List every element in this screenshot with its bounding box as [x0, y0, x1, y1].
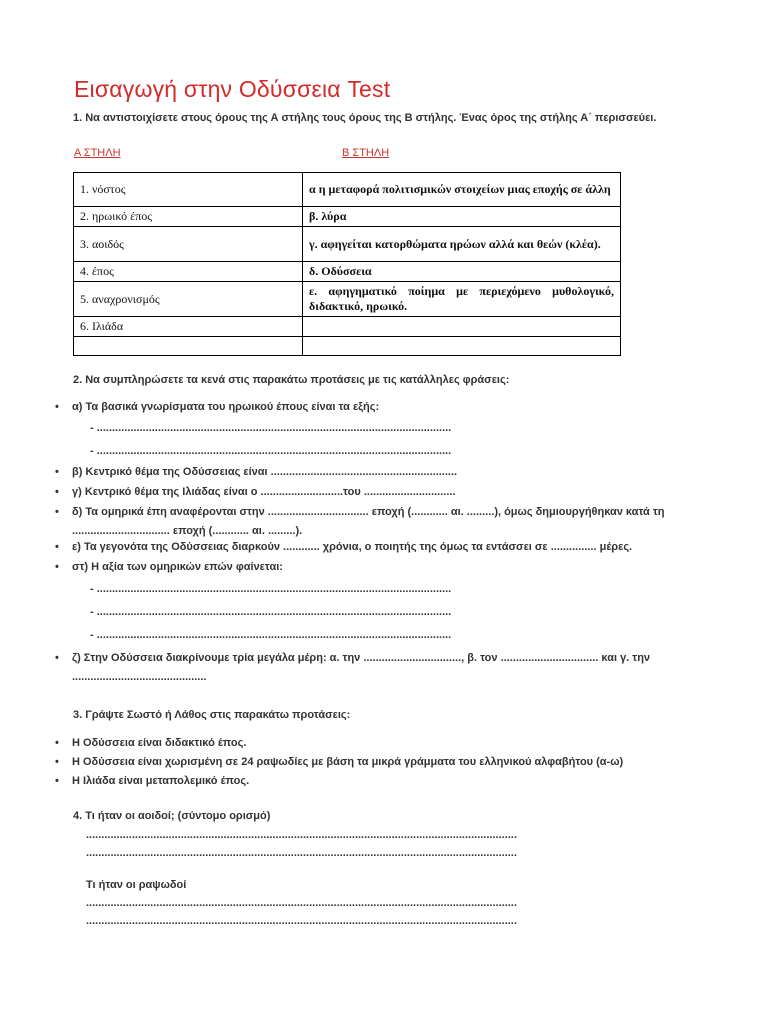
list-item: • α) Τα βασικά γνωρίσματα του ηρωικού έπους είναι τα εξής:: [55, 401, 380, 413]
column-a-cell: 5. αναχρονισμός: [74, 282, 303, 317]
column-b-cell: γ. αφηγείται κατορθώματα ηρώων αλλά και θεών (κλέα).: [303, 227, 621, 262]
column-a-cell: 3. αοιδός: [74, 227, 303, 262]
column-a-cell: 6. Ιλιάδα: [74, 317, 303, 337]
page-title: Εισαγωγή στην Οδύσσεια Test: [74, 76, 391, 102]
matching-table: [73, 172, 621, 356]
column-a-header: Α ΣΤΗΛΗ: [74, 147, 121, 159]
answer-line: - ....................................................................................................................: [90, 606, 452, 618]
list-item: • β) Κεντρικό θέμα της Οδύσσειας είναι .............................................................: [55, 466, 458, 478]
table-row: [74, 207, 621, 227]
list-item: • Η Ιλιάδα είναι μεταπολεμικό έπος.: [55, 775, 250, 787]
table-row: [74, 227, 621, 262]
column-a-cell: 4. έπος: [74, 262, 303, 282]
list-item: • ε) Τα γεγονότα της Οδύσσειας διαρκούν ............ χρόνια, ο ποιητής της όμως τα εντάσσει σε ............... μέρες.: [55, 541, 633, 553]
column-b-cell: β. λύρα: [303, 207, 621, 227]
list-item: • δ) Τα ομηρικά έπη αναφέρονται στην ................................. εποχή (............ αι. .........), όμως δημιουργήθηκαν κατά τη ................................ εποχή (............ αι. .........).: [55, 506, 665, 537]
table-row: [74, 337, 621, 356]
column-b-header: Β ΣΤΗΛΗ: [342, 147, 390, 159]
answer-line: - ....................................................................................................................: [90, 629, 452, 641]
q2-item-g: ζ) Στην Οδύσσεια διακρίνουμε τρία μεγάλα μέρη: α. την ................................, β. τον ................................ και γ. την ............................................: [72, 652, 651, 683]
column-a-cell: 1. νόστος: [74, 173, 303, 207]
table-row: [74, 173, 621, 207]
list-item: • γ) Κεντρικό θέμα της Ιλιάδας είναι ο ...........................του ..............................: [55, 486, 456, 498]
column-b-cell: α η μεταφορά πολιτισμικών στοιχείων μιας εποχής σε άλλη: [303, 173, 621, 207]
question-3-instruction: 3. Γράψτε Σωστό ή Λάθος στις παρακάτω προτάσεις:: [73, 709, 351, 721]
q2-item-e: ε) Τα γεγονότα της Οδύσσειας διαρκούν ............ χρόνια, ο ποιητής της όμως τα εντάσσει σε ............... μέρες.: [72, 541, 633, 553]
list-item: • Η Οδύσσεια είναι διδακτικό έπος.: [55, 737, 247, 749]
list-item: • ζ) Στην Οδύσσεια διακρίνουμε τρία μεγάλα μέρη: α. την ................................, β. τον ................................ και γ. την ............................................: [55, 652, 651, 683]
column-a-cell: [74, 337, 303, 356]
q2-item-f: στ) Η αξία των ομηρικών επών φαίνεται:: [72, 561, 283, 573]
q3-statement: Η Ιλιάδα είναι μεταπολεμικό έπος.: [72, 775, 250, 787]
q3-statement: Η Οδύσσεια είναι διδακτικό έπος.: [72, 737, 247, 749]
answer-line: - ....................................................................................................................: [90, 445, 452, 457]
answer-line: .............................................................................................................................................: [86, 897, 517, 909]
q3-statement: Η Οδύσσεια είναι χωρισμένη σε 24 ραψωδίες με βάση τα μικρά γράμματα του ελληνικού αλφαβήτου (α-ω): [72, 756, 624, 768]
question-1-instruction: 1. Να αντιστοιχίσετε στους όρους της Α στήλης τους όρους της Β στήλης. Ένας όρος της στήλης Α΄ περισσεύει.: [73, 112, 657, 124]
table-row: [74, 262, 621, 282]
column-b-cell: δ. Οδύσσεια: [303, 262, 621, 282]
question-2-instruction: 2. Να συμπληρώσετε τα κενά στις παρακάτω προτάσεις με τις κατάλληλες φράσεις:: [73, 374, 510, 386]
q2-item-d: δ) Τα ομηρικά έπη αναφέρονται στην ................................. εποχή (............ αι. .........), όμως δημιουργήθηκαν κατά τη ................................ εποχή (............ αι. .........).: [72, 506, 665, 537]
list-item: • στ) Η αξία των ομηρικών επών φαίνεται:: [55, 561, 283, 573]
question-4: 4. Τι ήταν οι αοιδοί; (σύντομο ορισμό): [73, 810, 271, 822]
table-row: [74, 317, 621, 337]
table-row: [74, 282, 621, 317]
column-b-cell: [303, 317, 621, 337]
answer-line: .............................................................................................................................................: [86, 829, 517, 841]
column-b-cell: [303, 337, 621, 356]
answer-line: .............................................................................................................................................: [86, 915, 517, 927]
list-item: • Η Οδύσσεια είναι χωρισμένη σε 24 ραψωδίες με βάση τα μικρά γράμματα του ελληνικού αλφαβήτου (α-ω): [55, 756, 624, 768]
column-a-cell: 2. ηρωικό έπος: [74, 207, 303, 227]
column-b-cell: ε. αφηγηματικό ποίημα με περιεχόμενο μυθολογικό, διδακτικό, ηρωικό.: [303, 282, 621, 317]
answer-line: - ....................................................................................................................: [90, 583, 452, 595]
q2-item-b: β) Κεντρικό θέμα της Οδύσσειας είναι .............................................................: [72, 466, 458, 478]
q2-item-c: γ) Κεντρικό θέμα της Ιλιάδας είναι ο ...........................του ..............................: [72, 486, 456, 498]
answer-line: - ....................................................................................................................: [90, 422, 452, 434]
answer-line: .............................................................................................................................................: [86, 847, 517, 859]
q2-item-a: α) Τα βασικά γνωρίσματα του ηρωικού έπους είναι τα εξής:: [72, 401, 380, 413]
question-4-sub: Τι ήταν οι ραψωδοί: [86, 879, 187, 891]
